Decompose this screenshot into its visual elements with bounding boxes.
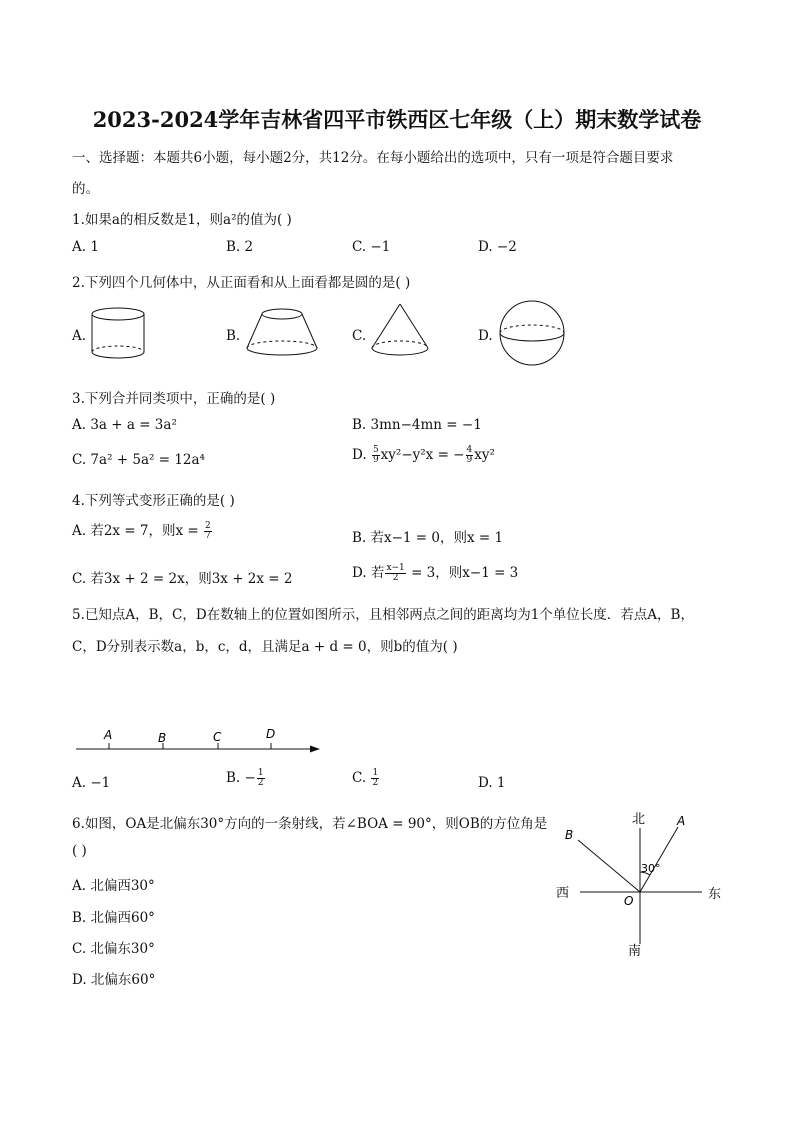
q2-label-a: A.	[72, 328, 87, 344]
q5-option-a: A. −1	[72, 775, 111, 791]
angle-label: 30°	[641, 862, 661, 875]
point-c-label: C	[213, 730, 222, 744]
q3-d-frac1: $\frac{5}{9}$	[372, 445, 379, 465]
page-title: 2023-2024学年吉林省四平市铁西区七年级（上）期末数学试卷	[92, 107, 702, 132]
west-label: 西	[556, 886, 570, 901]
origin-label: O	[624, 894, 634, 908]
frustum-icon	[242, 304, 322, 362]
q4-d-frac: $\frac{x-1}{2}$	[386, 563, 405, 583]
q5-option-d: D. 1	[478, 775, 506, 791]
number-line	[70, 722, 330, 758]
q6-stem: 6.如图，OA是北偏东30°方向的一条射线，若∠BOA = 90°，则OB的方位角是	[72, 816, 548, 832]
north-label: 北	[632, 812, 646, 827]
q2-label-d: D.	[478, 328, 493, 344]
point-d-label: D	[266, 727, 276, 741]
q4-option-d: D. 若 $\frac{x-1}{2}$ = 3，则x−1 = 3	[352, 563, 519, 583]
q5-option-c: C. $\frac{1}{2}$	[352, 768, 379, 788]
q3-option-d	[352, 446, 495, 465]
ray-b-label: B	[565, 828, 574, 842]
q3-d-prefix: D.	[352, 447, 371, 463]
q4-stem: 4.下列等式变形正确的是( )	[72, 493, 235, 509]
q2-stem: 2.下列四个几何体中，从正面看和从上面看都是圆的是( )	[72, 275, 411, 291]
q4-a-frac: $\frac{2}{7}$	[205, 521, 211, 541]
q6-option-b: B. 北偏西60°	[72, 910, 155, 926]
q4-option-a: A. 若2x = 7，则x = $\frac{2}{7}$	[72, 521, 211, 541]
cylinder-icon	[88, 306, 152, 362]
q5-stem-line2: C，D分别表示数a，b，c，d，且满足a + d = 0，则b的值为( )	[72, 639, 458, 655]
q5-c-frac: $\frac{1}{2}$	[372, 768, 379, 788]
q1-option-a: A. 1	[72, 239, 99, 255]
section-header-line1: 一、选择题：本题共6小题，每小题2分，共12分。在每小题给出的选项中，只有一项是符合题目要求	[72, 150, 674, 166]
sphere-icon	[494, 300, 570, 366]
q3-stem: 3.下列合并同类项中，正确的是( )	[72, 391, 276, 407]
q3-option-a: A. 3a + a = 3a²	[72, 417, 177, 433]
q1-option-c: C. −1	[352, 239, 391, 255]
south-label: 南	[628, 944, 642, 959]
q3-option-b: B. 3mn−4mn = −1	[352, 417, 482, 433]
q6-option-c: C. 北偏东30°	[72, 941, 155, 957]
point-a-label: A	[104, 728, 113, 742]
q6-option-d: D. 北偏东60°	[72, 972, 156, 988]
section-header-line2: 的。	[72, 181, 99, 197]
q1-stem: 1.如果a的相反数是1，则a²的值为( )	[72, 212, 292, 228]
q5-b-frac: $\frac{1}{2}$	[257, 768, 264, 788]
q1-option-b: B. 2	[226, 239, 254, 255]
q4-option-c: C. 若3x + 2 = 2x，则3x + 2x = 2	[72, 571, 293, 587]
point-b-label: B	[158, 731, 167, 745]
q3-option-c: C. 7a² + 5a² = 12a⁴	[72, 452, 205, 468]
q4-option-b: B. 若x−1 = 0，则x = 1	[352, 530, 504, 546]
q1-option-d: D. −2	[478, 239, 517, 255]
q3-d-mid: xy²−y²x = −	[380, 447, 465, 463]
q2-label-c: C.	[352, 328, 367, 344]
q5-stem-line1: 5.已知点A，B，C，D在数轴上的位置如图所示，且相邻两点之间的距离均为1个单位长度．若点A，B，	[72, 607, 694, 623]
east-label: 东	[708, 887, 722, 902]
q6-option-a: A. 北偏西30°	[72, 878, 155, 894]
q5-option-b: B. − $\frac{1}{2}$	[226, 768, 264, 788]
cone-icon	[366, 300, 438, 362]
q3-d-frac2: $\frac{4}{9}$	[466, 445, 473, 465]
q3-d-tail: xy²	[474, 447, 495, 463]
ray-a-label: A	[677, 814, 686, 828]
compass-diagram	[550, 806, 730, 960]
q2-label-b: B.	[226, 328, 241, 344]
q6-paren: ( )	[72, 843, 87, 859]
